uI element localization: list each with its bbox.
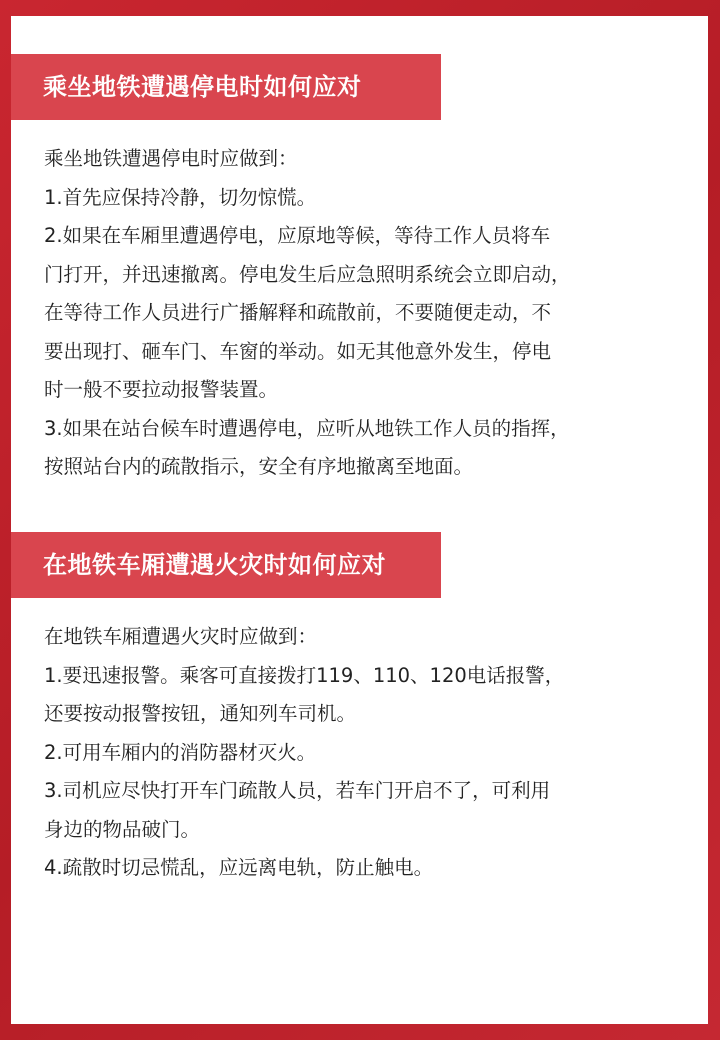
paragraph-line: 在等待工作人员进行广播解释和疏散前，不要随便走动，不 [44, 301, 552, 324]
paragraph-line: 还要按动报警按钮，通知列车司机。 [44, 702, 357, 725]
paragraph-line: 门打开，并迅速撤离。停电发生后应急照明系统会立即启动， [44, 262, 571, 286]
paragraph-line: 时一般不要拉动报警装置。 [44, 378, 279, 401]
content-card [11, 16, 708, 1024]
paragraph-line: 要出现打、砸车门、车窗的举动。如无其他意外发生，停电 [44, 339, 552, 363]
paragraph-line: 3.司机应尽快打开车门疏散人员，若车门开启不了，可利用 [44, 779, 551, 802]
paragraph-line: 乘坐地铁遭遇停电时应做到： [44, 147, 298, 170]
paragraph-line: 1.要迅速报警。乘客可直接拨打119、110、120电话报警， [44, 663, 565, 687]
paragraph-line: 3.如果在站台候车时遭遇停电，应听从地铁工作人员的指挥， [44, 416, 570, 440]
section-title-fire: 在地铁车厢遭遇火灾时如何应对 [11, 532, 441, 598]
section-body-fire [44, 618, 694, 888]
paragraph-line: 按照站台内的疏散指示，安全有序地撤离至地面。 [44, 455, 474, 478]
paragraph-line: 1.首先应保持冷静，切勿惊慌。 [44, 185, 317, 209]
paragraph-line: 身边的物品破门。 [44, 817, 201, 841]
paragraph-line: 4.疏散时切忌慌乱，应远离电轨，防止触电。 [44, 856, 434, 879]
paragraph-line: 2.可用车厢内的消防器材灭火。 [44, 740, 317, 764]
section-body-power-outage [44, 140, 694, 487]
paragraph-line: 2.如果在车厢里遭遇停电，应原地等候，等待工作人员将车 [44, 224, 551, 247]
section-title-power-outage: 乘坐地铁遭遇停电时如何应对 [11, 54, 441, 120]
paragraph-line: 在地铁车厢遭遇火灾时应做到： [44, 625, 318, 648]
